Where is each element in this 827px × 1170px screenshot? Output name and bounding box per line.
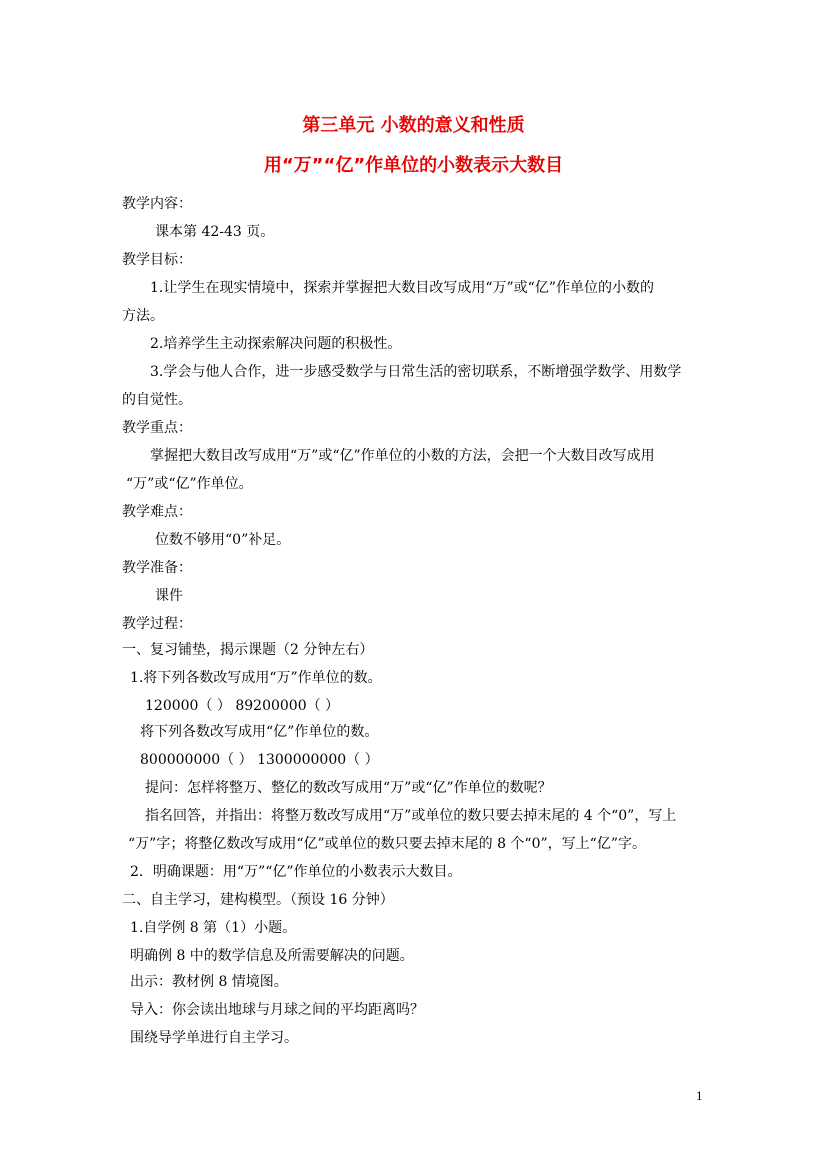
paragraph-line: 课本第 42-43 页。 (155, 224, 275, 240)
exercise-line: 800000000（ ） 1300000000（ ） (140, 752, 379, 768)
paragraph-line: 指名回答，并指出：将整万数改写成用“万”或单位的数只要去掉末尾的 4 个“0”，写上 (145, 808, 677, 824)
heading-teaching-goals: 教学目标： (122, 252, 192, 268)
paragraph-line: 提问：怎样将整万、整亿的数改写成用“万”或“亿”作单位的数呢？ (145, 780, 552, 796)
paragraph-line: 2.培养学生主动探索解决问题的积极性。 (150, 336, 402, 352)
paragraph-line: 2．明确课题：用“万”“亿”作单位的小数表示大数目。 (130, 864, 462, 880)
paragraph-line: 的自觉性。 (122, 392, 192, 408)
paragraph-line: 围绕导学单进行自主学习。 (130, 1030, 298, 1046)
paragraph-line: “万”字；将整亿数改写成用“亿”或单位的数只要去掉末尾的 8 个“0”，写上“亿”字。 (128, 836, 646, 852)
heading-key-points: 教学重点： (122, 420, 192, 436)
paragraph-line: 掌握把大数目改写成用“万”或“亿”作单位的小数的方法，会把一个大数目改写成用 (150, 448, 655, 464)
heading-difficulties: 教学难点： (122, 504, 192, 520)
exercise-line: 120000（ ） 89200000（ ） (145, 698, 340, 714)
paragraph-line: 明确例 8 中的数学信息及所需要解决的问题。 (130, 948, 414, 964)
paragraph-line: 出示：教材例 8 情境图。 (130, 974, 288, 990)
paragraph-line: 1.将下列各数改写成用“万”作单位的数。 (130, 670, 382, 686)
paragraph-line: 方法。 (122, 308, 164, 324)
paragraph-line: 1.自学例 8 第（1）小题。 (130, 920, 297, 936)
section-heading: 一、复习铺垫，揭示课题（2 分钟左右） (122, 642, 374, 658)
heading-process: 教学过程： (122, 616, 192, 632)
page-title: 第三单元 小数的意义和性质 (302, 115, 525, 136)
heading-preparation: 教学准备： (122, 560, 192, 576)
page-subtitle: 用“万”“亿”作单位的小数表示大数目 (263, 155, 564, 176)
paragraph-line: 位数不够用“0”补足。 (155, 532, 291, 548)
section-heading: 二、自主学习，建构模型。（预设 16 分钟） (122, 892, 394, 908)
paragraph-line: 3.学会与他人合作，进一步感受数学与日常生活的密切联系，不断增强学数学、用数学 (150, 364, 682, 380)
paragraph-line: 课件 (155, 588, 183, 604)
paragraph-line: 1.让学生在现实情境中，探索并掌握把大数目改写成用“万”或“亿”作单位的小数的 (150, 280, 654, 296)
paragraph-line: “万”或“亿”作单位。 (126, 476, 253, 492)
page-number: 1 (696, 1088, 703, 1103)
paragraph-line: 导入：你会读出地球与月球之间的平均距离吗？ (130, 1002, 424, 1018)
paragraph-line: 将下列各数改写成用“亿”作单位的数。 (140, 724, 379, 740)
heading-teaching-content: 教学内容： (122, 196, 192, 212)
